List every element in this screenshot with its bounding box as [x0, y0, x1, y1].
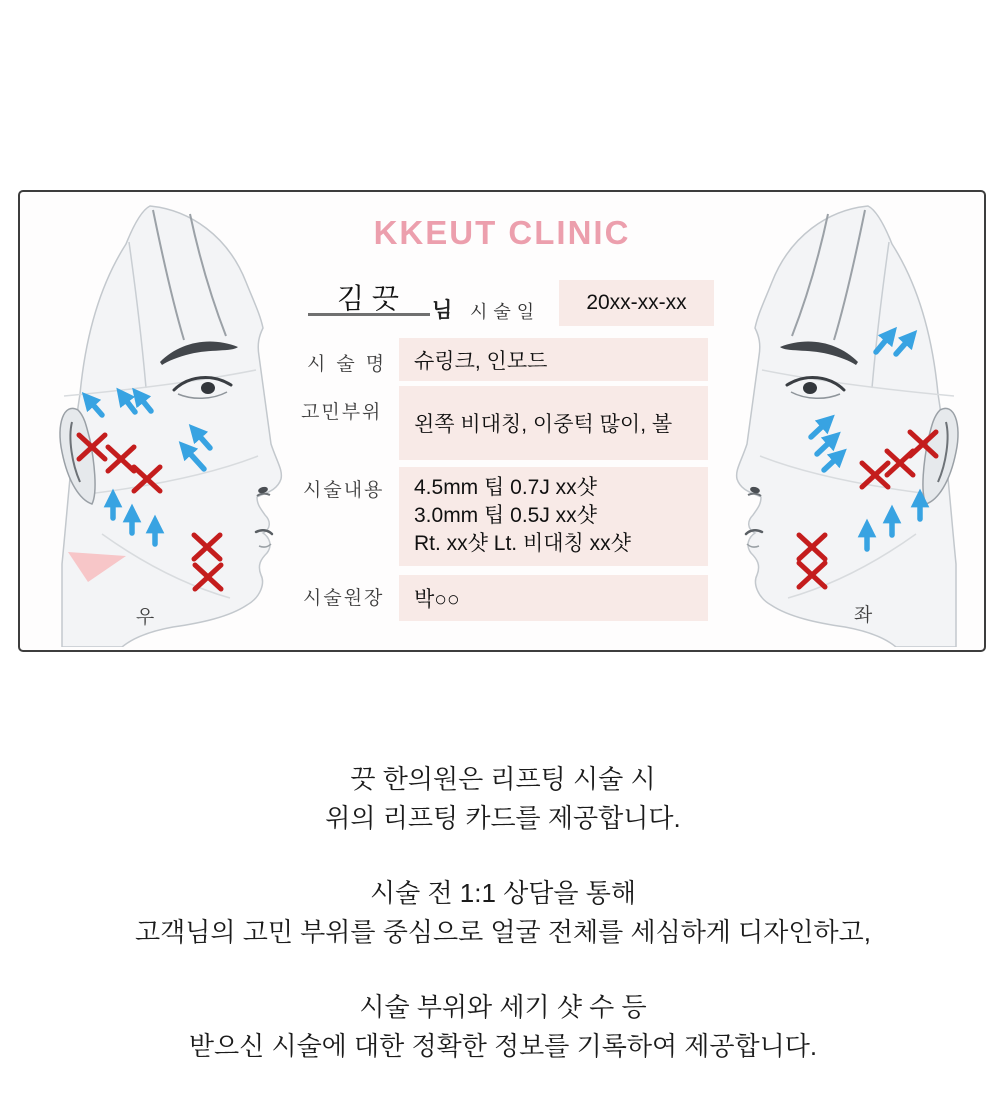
face-label-right-side: 우	[135, 607, 155, 628]
procedure-details-line-2: 3.0mm 팁 0.5J xx샷	[414, 504, 597, 527]
description-paragraph	[0, 988, 1006, 1066]
description-line: 고객님의 고민 부위를 중심으로 얼굴 전체를 세심하게 디자인하고,	[135, 917, 871, 947]
lifting-card	[18, 190, 986, 652]
field-value-procedure-details	[399, 467, 708, 566]
concern-area-value: 왼쪽 비대칭, 이중턱 많이, 볼	[414, 413, 673, 436]
honorific-label: 님	[432, 299, 453, 322]
field-label-concern-area: 고민부위	[301, 402, 383, 423]
procedure-date-value: 20xx-xx-xx	[586, 291, 687, 314]
face-profile-art-mirrored	[737, 206, 958, 647]
procedure-details-line-3: Rt. xx샷 Lt. 비대칭 xx샷	[414, 532, 631, 555]
procedure-date-value-box	[559, 280, 714, 326]
procedure-details-line-1: 4.5mm 팁 0.7J xx샷	[414, 476, 597, 499]
description-line: 시술 전 1:1 상담을 통해	[370, 878, 636, 908]
clinic-title: KKEUT CLINIC	[373, 214, 631, 251]
description-line: 위의 리프팅 카드를 제공합니다.	[325, 803, 681, 833]
description-line: 받으신 시술에 대한 정확한 정보를 기록하여 제공합니다.	[188, 1031, 818, 1061]
description-paragraph	[0, 760, 1006, 838]
face-label-left-side: 좌	[853, 605, 873, 626]
patient-name-value: 김 끗	[337, 283, 399, 314]
attending-director-value: 박○○	[414, 588, 460, 611]
left-side-face-diagram	[706, 202, 986, 647]
field-value-procedure-name	[399, 338, 708, 381]
field-value-attending-director	[399, 575, 708, 621]
description-line: 시술 부위와 세기 샷 수 등	[359, 992, 647, 1022]
field-label-attending-director: 시술원장	[303, 588, 385, 609]
field-value-concern-area	[399, 386, 708, 460]
description-block	[0, 760, 1006, 1102]
description-paragraph	[0, 874, 1006, 952]
face-profile-art	[60, 206, 281, 647]
right-side-face-diagram	[32, 202, 312, 647]
description-line: 끗 한의원은 리프팅 시술 시	[350, 764, 656, 794]
field-label-procedure-details: 시술내용	[303, 480, 385, 501]
field-label-procedure-name: 시술명	[307, 354, 396, 375]
procedure-name-value: 슈링크, 인모드	[414, 349, 548, 373]
procedure-date-label: 시술일	[470, 302, 541, 322]
